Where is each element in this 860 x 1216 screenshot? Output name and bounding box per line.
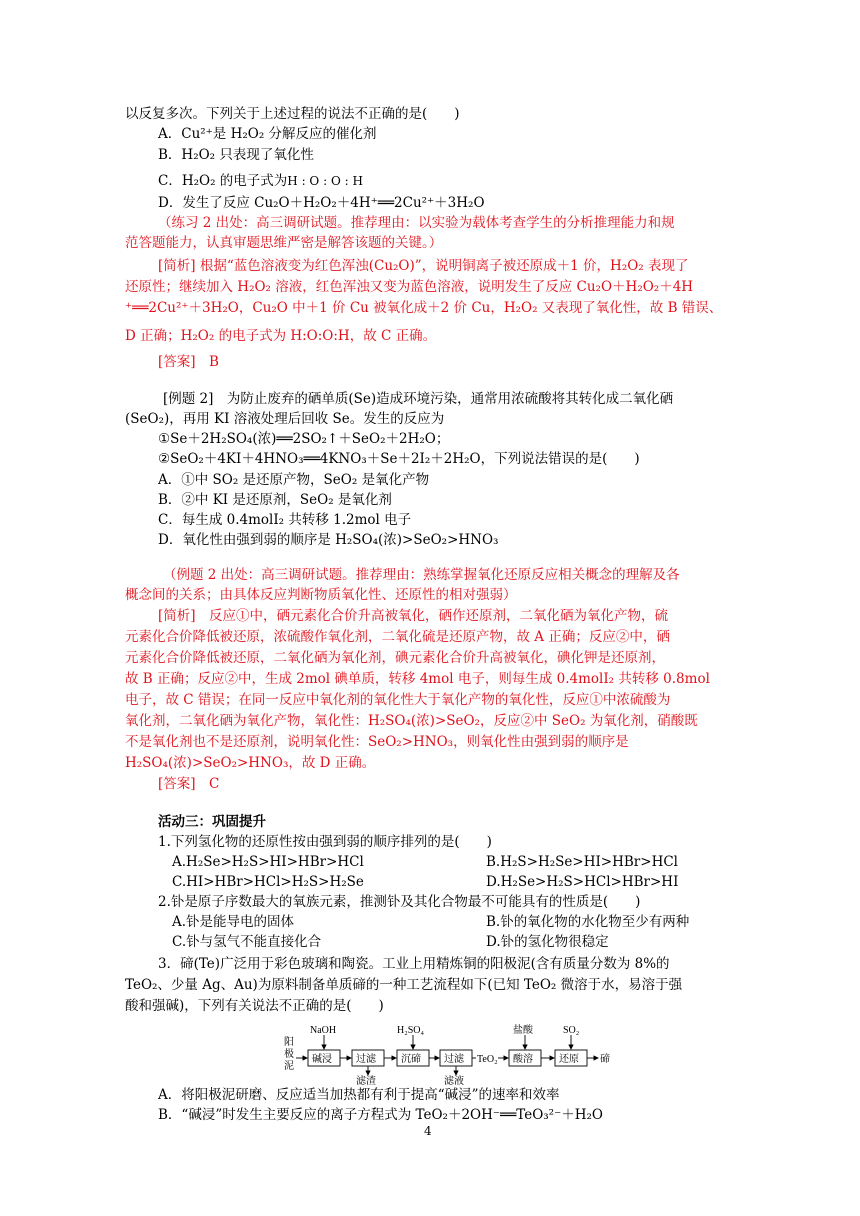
option-b: B．②中 KI 是还原剂，SeO₂ 是氧化剂 — [158, 492, 392, 508]
question-1: 1.下列氢化物的还原性按由强到弱的顺序排列的是( ) — [158, 834, 492, 850]
q1-option-a: A.H₂Se>H₂S>HI>HBr>HCl — [172, 854, 364, 870]
flow-output-label: 滤液 — [444, 1076, 464, 1085]
flow-start-label — [284, 1036, 297, 1072]
option-c: C．每生成 0.4molI₂ 共转移 1.2mol 电子 — [158, 512, 412, 528]
q1-option-d: D.H₂Se>H₂S>HCl>HBr>HI — [486, 874, 679, 890]
electron-formula: H : O : O : H — [287, 174, 363, 188]
analysis-line: 元素化合价降低被还原，二氧化硒为氧化剂，碘元素化合价升高被氧化，碘化钾是还原剂， — [125, 650, 665, 666]
q2-option-b: B.钋的氧化物的水化物至少有两种 — [486, 914, 690, 930]
flow-input-label: NaOH — [310, 1025, 337, 1036]
question-2: 2.钋是原子序数最大的氧族元素，推测钋及其化合物最不可能具有的性质是( ) — [158, 894, 641, 910]
question-3-line: 3．碲(Te)广泛用于彩色玻璃和陶瓷。工业上用精炼铜的阳极泥(含有质量分数为 8%的 — [158, 956, 670, 972]
flow-input-label: 盐酸 — [513, 1025, 533, 1036]
flow-output-label: 滤渣 — [356, 1076, 376, 1085]
analysis-line: 还原性；继续加入 H₂O₂ 溶液，红色浑浊又变为蓝色溶液，说明发生了反应 Cu₂O＋H₂O₂＋4H — [125, 279, 694, 295]
flow-step-label: 沉碲 — [401, 1054, 421, 1065]
analysis-line: [简析] 根据“蓝色溶液变为红色浑浊(Cu₂O)”，说明铜离子被还原成＋1 价，H₂O₂ 表现了 — [158, 258, 689, 274]
flow-start-char: 阳 — [284, 1037, 294, 1048]
option-d: D．氧化性由强到弱的顺序是 H₂SO₄(浓)>SeO₂>HNO₃ — [158, 532, 499, 548]
q1-option-b: B.H₂S>H₂Se>HI>HBr>HCl — [486, 854, 678, 870]
flow-step-label: 过滤 — [356, 1054, 376, 1065]
option-a: A．Cu²⁺是 H₂O₂ 分解反应的催化剂 — [158, 126, 377, 142]
reaction-1: ①Se＋2H₂SO₄(浓)══2SO₂↑＋SeO₂＋2H₂O； — [158, 431, 450, 447]
flow-intermediate: TeO₂ — [477, 1054, 498, 1065]
q2-option-d: D.钋的氢化物很稳定 — [486, 934, 609, 950]
flow-input-label: SO₂ — [563, 1025, 580, 1036]
answer: [答案] C — [158, 776, 220, 792]
question-stem: 以反复多次。下列关于上述过程的说法不正确的是( ) — [125, 106, 460, 122]
q3-option-a: A．将阳极泥研磨、反应适当加热都有利于提高“碱浸”的速率和效率 — [158, 1087, 560, 1103]
q3-option-b: B．“碱浸”时发生主要反应的离子方程式为 TeO₂＋2OH⁻══TeO₃²⁻＋H₂O — [158, 1107, 603, 1123]
option-a: A．①中 SO₂ 是还原产物，SeO₂ 是氧化产物 — [158, 472, 430, 488]
page-number: 4 — [424, 1124, 432, 1138]
source-note-line: 范答题能力，认真审题思维严密是解答该题的关键。） — [125, 235, 443, 251]
flow-start-char: 泥 — [284, 1061, 294, 1072]
section-title: 活动三：巩固提升 — [158, 814, 266, 830]
analysis-line: 不是氧化剂也不是还原剂，说明氧化性：SeO₂>HNO₃，则氧化性由强到弱的顺序是 — [125, 734, 629, 750]
analysis-line: 故 B 正确；反应②中，生成 2mol 碘单质，转移 4mol 电子，则每生成 0.4molI₂ 共转移 0.8mol — [125, 671, 710, 687]
analysis-line: 氧化剂，二氧化硒为氧化产物，氧化性：H₂SO₄(浓)>SeO₂，反应②中 SeO₂ 为氧化剂，硝酸既 — [125, 713, 698, 729]
process-flowchart — [282, 1023, 622, 1085]
option-c — [158, 171, 363, 191]
option-c-text: C．H₂O₂ 的电子式为 — [158, 173, 288, 189]
question-3-line: TeO₂、少量 Ag、Au)为原料制备单质碲的一种工艺流程如下(已知 TeO₂ 微溶于水，易溶于强 — [125, 977, 683, 993]
example-line: (SeO₂)，再用 KI 溶液处理后回收 Se。发生的反应为 — [125, 411, 445, 427]
example-line: [例题 2] 为防止废弃的硒单质(Se)造成环境污染，通常用浓硫酸将其转化成二氧化硒 — [163, 391, 674, 407]
option-d: D．发生了反应 Cu₂O＋H₂O₂＋4H⁺══2Cu²⁺＋3H₂O — [158, 195, 485, 211]
analysis-line: 元素化合价降低被还原，浓硫酸作氧化剂，二氧化硫是还原产物，故 A 正确；反应②中，硒 — [125, 629, 670, 645]
flow-step-label: 碱浸 — [312, 1054, 332, 1065]
flow-step-label: 过滤 — [444, 1054, 464, 1065]
flow-step-label: 酸溶 — [513, 1054, 533, 1065]
q2-option-a: A.钋是能导电的固体 — [172, 914, 295, 930]
flow-start-char: 极 — [284, 1049, 294, 1060]
source-note-line: （练习 2 出处：高三调研试题。推荐理由：以实验为载体考查学生的分析推理能力和规 — [158, 215, 675, 231]
analysis-line: D 正确；H₂O₂ 的电子式为 H:O:O:H，故 C 正确。 — [125, 328, 437, 344]
reaction-2: ②SeO₂＋4KI＋4HNO₃══4KNO₃＋Se＋2I₂＋2H₂O，下列说法错误的是( ) — [158, 451, 640, 467]
q2-option-c: C.钋与氢气不能直接化合 — [172, 934, 322, 950]
answer: [答案] B — [158, 354, 219, 370]
analysis-line: H₂SO₄(浓)>SeO₂>HNO₃，故 D 正确。 — [125, 755, 376, 771]
flow-input-label: H₂SO₄ — [397, 1025, 424, 1036]
question-3-line: 酸和强碱)，下列有关说法不正确的是( ) — [125, 998, 384, 1014]
source-note-line: （例题 2 出处：高三调研试题。推荐理由：熟练掌握氧化还原反应相关概念的理解及各 — [163, 567, 680, 583]
analysis-line: 电子，故 C 错误；在同一反应中氧化剂的氧化性大于氧化产物的氧化性，反应①中浓硫酸为 — [125, 692, 671, 708]
analysis-line: [简析] 反应①中，硒元素化合价升高被氧化，硒作还原剂，二氧化硒为氧化产物，硫 — [158, 608, 669, 624]
q1-option-c: C.HI>HBr>HCl>H₂S>H₂Se — [172, 874, 364, 890]
analysis-line: ⁺══2Cu²⁺＋3H₂O，Cu₂O 中＋1 价 Cu 被氧化成＋2 价 Cu，H₂O₂ 又表现了氧化性，故 B 错误、 — [125, 300, 723, 316]
flow-product: 碲 — [600, 1054, 610, 1065]
source-note-line: 概念间的关系；由具体反应判断物质氧化性、还原性的相对强弱） — [125, 587, 517, 603]
option-b: B．H₂O₂ 只表现了氧化性 — [158, 147, 314, 163]
flow-step-label: 还原 — [559, 1054, 579, 1065]
